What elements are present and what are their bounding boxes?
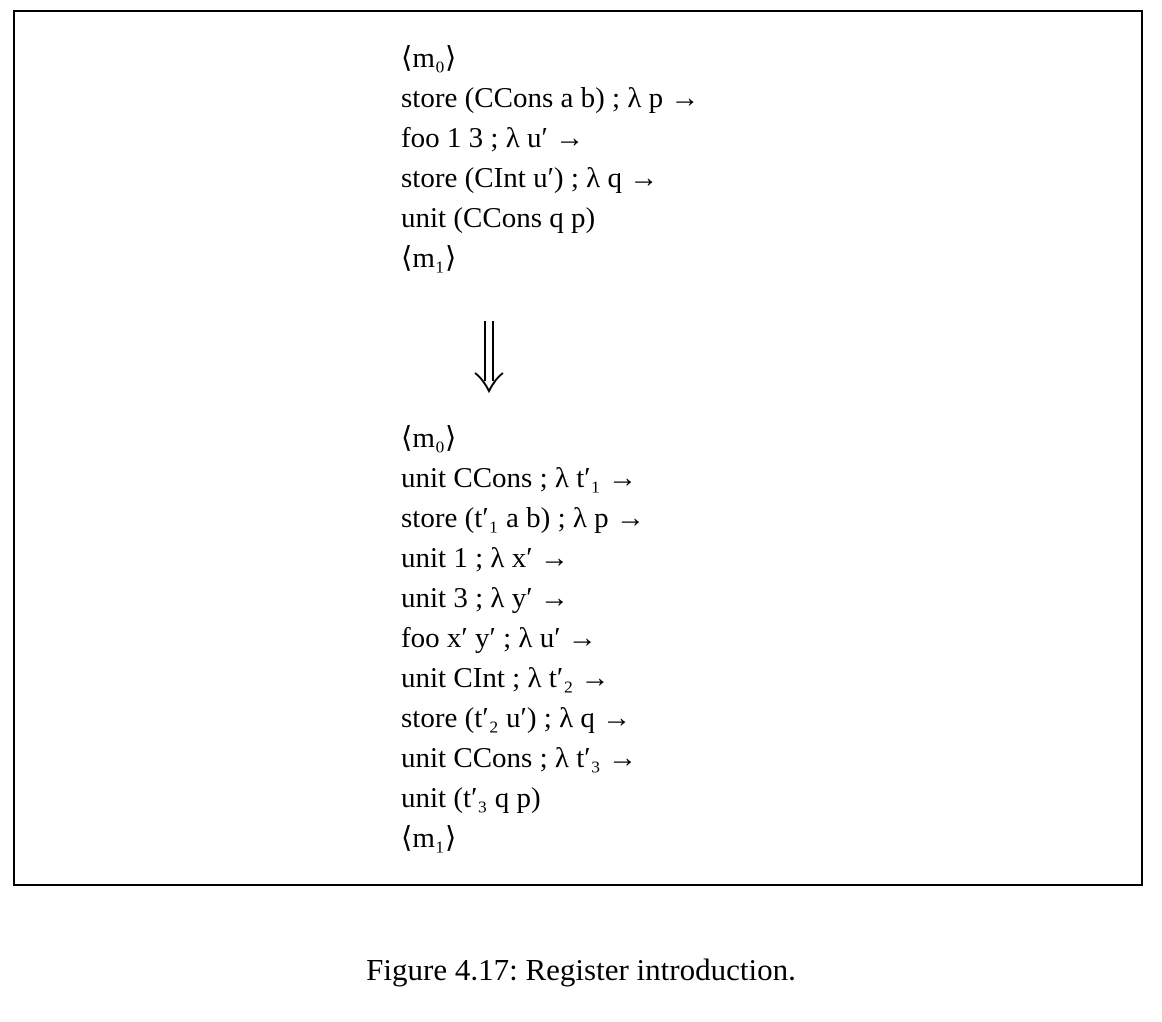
figure-caption: Figure 4.17: Register introduction.: [366, 952, 796, 987]
code-line: store (CInt u′) ; λ q →: [401, 162, 659, 194]
code-line: store (t′₁ a b) ; λ p →: [401, 502, 645, 534]
code-line: unit CCons ; λ t′₃ →: [401, 742, 637, 774]
code-line: ⟨m₀⟩: [401, 42, 457, 74]
code-block-after: [401, 418, 645, 858]
code-line: unit 1 ; λ x′ →: [401, 542, 569, 574]
code-line: ⟨m₁⟩: [401, 242, 457, 274]
code-line: foo 1 3 ; λ u′ →: [401, 122, 585, 154]
figure-frame: [13, 10, 1143, 886]
code-line: store (CCons a b) ; λ p →: [401, 82, 700, 114]
code-line: unit CCons ; λ t′₁ →: [401, 462, 637, 494]
code-line: unit (CCons q p): [401, 202, 596, 234]
code-block-before: [401, 38, 699, 278]
double-down-arrow-icon: [469, 317, 509, 397]
code-line: unit (t′₃ q p): [401, 782, 541, 814]
code-line: store (t′₂ u′) ; λ q →: [401, 702, 632, 734]
code-line: ⟨m₁⟩: [401, 822, 457, 854]
code-line: foo x′ y′ ; λ u′ →: [401, 622, 597, 654]
code-line: unit CInt ; λ t′₂ →: [401, 662, 610, 694]
code-line: unit 3 ; λ y′ →: [401, 582, 569, 614]
code-line: ⟨m₀⟩: [401, 422, 457, 454]
